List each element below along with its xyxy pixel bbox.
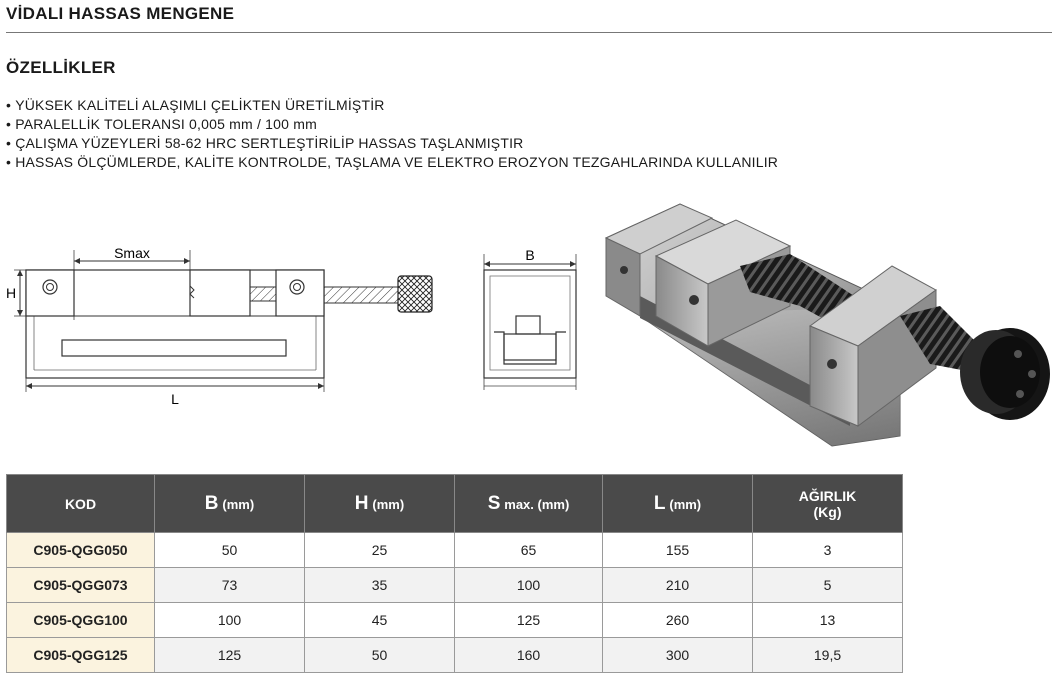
cell-kod: C905-QGG125 (7, 638, 155, 673)
cell-s: 160 (455, 638, 603, 673)
header-weight: AĞIRLIK (Kg) (753, 475, 903, 533)
cell-l: 210 (603, 568, 753, 603)
table-row (7, 638, 903, 673)
cell-s: 125 (455, 603, 603, 638)
b-label: B (525, 247, 535, 263)
cell-h: 45 (305, 603, 455, 638)
table-row (7, 568, 903, 603)
header-b: B (mm) (155, 475, 305, 533)
header-h: H (mm) (305, 475, 455, 533)
cell-kod: C905-QGG073 (7, 568, 155, 603)
features-heading: ÖZELLİKLER (6, 58, 116, 77)
cell-weight: 13 (753, 603, 903, 638)
specifications-table (6, 474, 903, 673)
smax-label: Smax (114, 245, 150, 261)
header-kod: KOD (7, 475, 155, 533)
cell-b: 100 (155, 603, 305, 638)
table-row (7, 603, 903, 638)
h-label: H (5, 285, 17, 301)
cell-h: 35 (305, 568, 455, 603)
cell-weight: 3 (753, 533, 903, 568)
cell-l: 155 (603, 533, 753, 568)
cell-weight: 19,5 (753, 638, 903, 673)
header-l: L (mm) (603, 475, 753, 533)
table-row (7, 533, 903, 568)
cell-l: 300 (603, 638, 753, 673)
cell-kod: C905-QGG050 (7, 533, 155, 568)
cell-b: 73 (155, 568, 305, 603)
l-label: L (171, 391, 179, 407)
table-header-row (7, 475, 903, 533)
cell-h: 50 (305, 638, 455, 673)
cell-s: 100 (455, 568, 603, 603)
cell-kod: C905-QGG100 (7, 603, 155, 638)
header-s: S max. (mm) (455, 475, 603, 533)
cell-weight: 5 (753, 568, 903, 603)
cell-s: 65 (455, 533, 603, 568)
vise-product-image (600, 196, 1058, 456)
side-view-drawing (0, 230, 460, 410)
cell-h: 25 (305, 533, 455, 568)
feature-item: • PARALELLİK TOLERANSI 0,005 mm / 100 mm (6, 115, 778, 134)
feature-item: • YÜKSEK KALİTELİ ALAŞIMLI ÇELİKTEN ÜRETİLMİŞTİR (6, 96, 778, 115)
cell-b: 125 (155, 638, 305, 673)
cell-l: 260 (603, 603, 753, 638)
features-list (6, 96, 778, 172)
cell-b: 50 (155, 533, 305, 568)
page-title: VİDALI HASSAS MENGENE (6, 4, 235, 23)
feature-item: • ÇALIŞMA YÜZEYLERİ 58-62 HRC SERTLEŞTİRİLİP HASSAS TAŞLANMIŞTIR (6, 134, 778, 153)
title-divider (6, 32, 1052, 33)
feature-item: • HASSAS ÖLÇÜMLERDE, KALİTE KONTROLDE, TAŞLAMA VE ELEKTRO EROZYON TEZGAHLARINDA KULLANILIR (6, 153, 778, 172)
end-view-drawing (470, 244, 590, 394)
